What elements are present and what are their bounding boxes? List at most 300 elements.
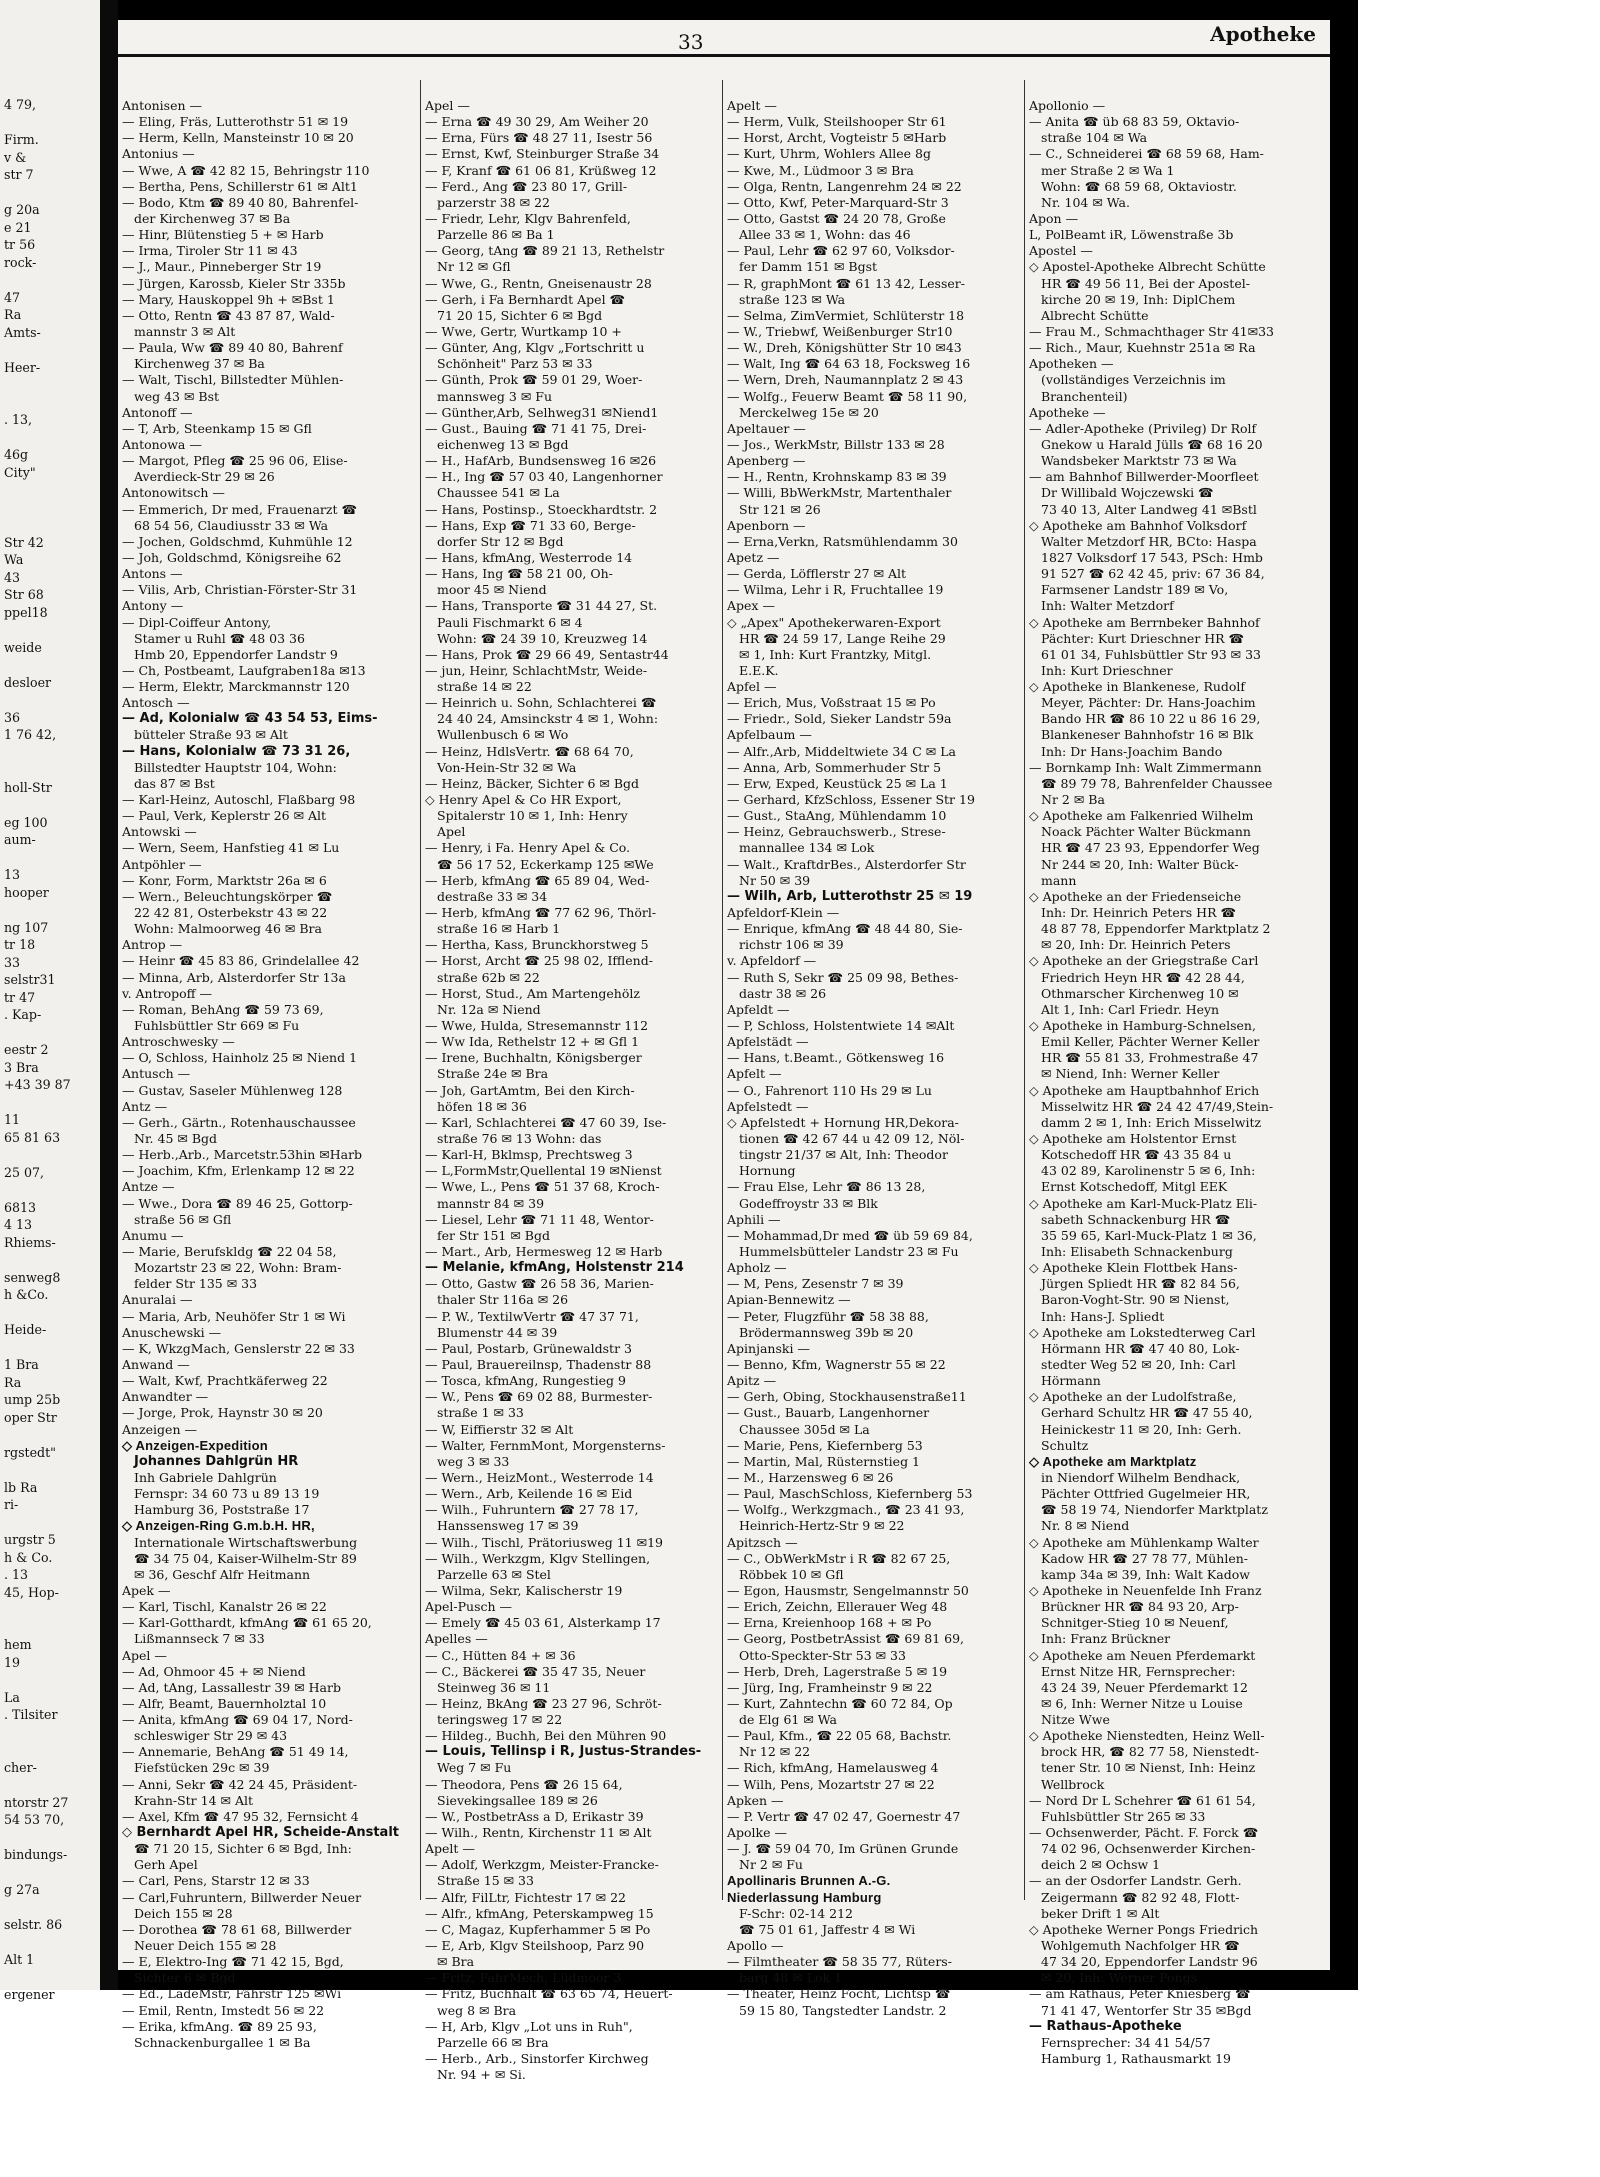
surname-heading: Apfelstädt — (727, 1034, 809, 1050)
directory-entry-line: — Alfr, FilLtr, Fichtestr 17 ✉ 22 (425, 1889, 626, 1905)
directory-entry-line: — Vilis, Arb, Christian-Förster-Str 31 (122, 582, 358, 598)
directory-entry-line: — Enrique, kfmAng ☎ 48 44 80, Sie- (727, 921, 963, 937)
left-page-line (4, 114, 96, 132)
directory-entry-line: straße 1 ✉ 33 (437, 1405, 524, 1421)
directory-entry-line: — Erich, Mus, Voßstraat 15 ✉ Po (727, 695, 936, 711)
left-page-line: Alt 1 (4, 1952, 35, 1967)
left-page-line: oper Str (4, 1409, 57, 1425)
left-page-line: lb Ra (4, 1479, 38, 1495)
surname-heading: Apel — (425, 98, 470, 113)
directory-entry-line: — Georg, PostbetrAssist ☎ 69 81 69, (727, 1631, 965, 1647)
directory-entry-line: HR ☎ 49 56 11, Bei der Apostel- (1041, 275, 1250, 291)
directory-entry-line: — Theodora, Pens ☎ 26 15 64, (425, 1776, 623, 1792)
directory-entry-line: 35 59 65, Karl-Muck-Platz 1 ✉ 36, (1041, 1227, 1257, 1243)
directory-entry-line: — Friedr., Sold, Sieker Landstr 59a (727, 711, 952, 727)
directory-entry-line: — Ad, tAng, Lassallestr 39 ✉ Harb (122, 1679, 341, 1695)
directory-entry-line: — C., ObWerkMstr i R ☎ 82 67 25, (727, 1550, 951, 1566)
surname-heading: Apelt — (727, 98, 777, 113)
directory-entry-line: 91 527 ☎ 62 42 45, priv: 67 36 84, (1041, 566, 1265, 582)
left-page-line: selstr. 86 (4, 1917, 63, 1932)
directory-entry-line: — Hans, Prok ☎ 29 66 49, Sentastr44 (425, 646, 669, 662)
surname-heading: Apolke — (727, 1825, 787, 1841)
left-page-line: cher- (4, 1759, 37, 1775)
directory-entry-line: tingstr 21/37 ✉ Alt, Inh: Theodor (739, 1147, 948, 1163)
directory-entry-line: Friedrich Heyn HR ☎ 42 28 44, (1041, 969, 1245, 985)
left-page-line: 4 79, (4, 97, 37, 112)
directory-entry-line: — H., Rentn, Krohnskamp 83 ✉ 39 (727, 469, 947, 485)
directory-entry-line: — Wwe, G., Rentn, Gneisenaustr 28 (425, 275, 652, 291)
directory-entry-line: ✉ 20, Inh: Dr. Heinrich Peters (1041, 937, 1231, 953)
left-page-line: La (4, 1689, 20, 1705)
directory-entry-line: — Hildeg., Buchh, Bei den Mühren 90 (425, 1728, 667, 1744)
directory-entry-line: ◇ Apfelstedt + Hornung HR,Dekora- (727, 1114, 959, 1130)
left-page-line: str 7 (4, 167, 34, 182)
directory-entry-line: Spitalerstr 10 ✉ 1, Inh: Henry (437, 808, 628, 824)
directory-entry-line: Hanssensweg 17 ✉ 39 (437, 1518, 579, 1534)
directory-entry-line: — am Rathaus, Peter Kniesberg ☎ (1029, 1986, 1251, 2002)
left-page-line: holl-Str (4, 779, 52, 795)
directory-entry-line: — Wwe, A ☎ 42 82 15, Behringstr 110 (122, 162, 370, 178)
directory-entry-line: Gnekow u Harald Jülls ☎ 68 16 20 (1041, 436, 1263, 452)
surname-heading: Apollonio — (1029, 98, 1106, 113)
directory-entry-line: — Carl, Pens, Starstr 12 ✉ 33 (122, 1873, 310, 1889)
directory-entry-line: — Annemarie, BehAng ☎ 51 49 14, (122, 1744, 349, 1760)
left-page-line (4, 394, 96, 412)
directory-entry-line: Farmsener Landstr 189 ✉ Vo, (1041, 582, 1229, 598)
left-page-line: Ra (4, 307, 22, 322)
directory-entry-line: — Emely ☎ 45 03 61, Alsterkamp 17 (425, 1615, 661, 1631)
directory-entry-line: — Hans, Postinsp., Stoeckhardtstr. 2 (425, 501, 658, 517)
directory-entry-line: Wandsbeker Marktstr 73 ✉ Wa (1041, 453, 1237, 469)
directory-entry-line: — Heinz, Bäcker, Sichter 6 ✉ Bgd (425, 775, 640, 791)
directory-entry-line: Heinickestr 11 ✉ 20, Inh: Gerh. (1041, 1421, 1242, 1437)
directory-entry-line: — Ad, Ohmoor 45 + ✉ Niend (122, 1663, 306, 1679)
directory-entry-line: Hornung (739, 1163, 796, 1179)
directory-entry-line: Johannes Dahlgrün HR (134, 1453, 299, 1469)
left-page-fragment (0, 0, 100, 2002)
directory-entry-line: Apollinaris Brunnen A.-G. (727, 1873, 891, 1889)
directory-entry-line: ✉ 20, Inh: Werner Pongs (1041, 1970, 1198, 1986)
left-page-line: eg 100 (4, 814, 48, 830)
directory-entry-line: — Gerh, Obing, Stockhausenstraße11 (727, 1389, 967, 1405)
left-page-line: 11 (4, 1112, 21, 1127)
directory-entry-line: ☎ 56 17 52, Eckerkamp 125 ✉We (437, 856, 654, 872)
surname-heading: Antonoff — (122, 404, 193, 420)
left-page-line: desloer (4, 674, 52, 690)
directory-entry-line: — Maria, Arb, Neuhöfer Str 1 ✉ Wi (122, 1308, 346, 1324)
directory-entry-line: — Gust., StaAng, Mühlendamm 10 (727, 808, 947, 824)
directory-entry-line: Gerhard Schultz HR ☎ 47 55 40, (1041, 1405, 1253, 1421)
directory-entry-line: Noack Pächter Walter Bückmann (1041, 824, 1251, 840)
directory-entry-line: — Anni, Sekr ☎ 42 24 45, Präsident- (122, 1776, 358, 1792)
left-page-line: tr 56 (4, 237, 36, 252)
directory-entry-line: Allee 33 ✉ 1, Wohn: das 46 (739, 227, 911, 243)
directory-entry-line: Internationale Wirtschaftswerbung (134, 1534, 358, 1550)
directory-entry-line: Heinrich-Hertz-Str 9 ✉ 22 (739, 1518, 905, 1534)
directory-entry-line: ◇ Apotheke am Marktplatz (1029, 1453, 1197, 1469)
surname-heading: Apfelbaum — (727, 727, 812, 743)
directory-entry-line: — Emmerich, Dr med, Frauenarzt ☎ (122, 501, 358, 517)
directory-entry-line: straße 14 ✉ 22 (437, 679, 532, 695)
directory-entry-line: — Mart., Arb, Hermesweg 12 ✉ Harb (425, 1243, 663, 1259)
directory-entry-line: Parzelle 63 ✉ Stel (437, 1566, 551, 1582)
left-page-line: 4 13 (4, 1217, 33, 1232)
directory-entry-line: Blankeneser Bahnhofstr 16 ✉ Blk (1041, 727, 1254, 743)
directory-entry-line: — Kwe, M., Lüdmoor 3 ✉ Bra (727, 162, 914, 178)
directory-entry-line: Nr. 12a ✉ Niend (437, 1001, 541, 1017)
left-page-line: ntorstr 27 (4, 1794, 69, 1810)
directory-entry-line: — W., Dreh, Königshütter Str 10 ✉43 (727, 340, 962, 356)
directory-entry-line: Blumenstr 44 ✉ 39 (437, 1324, 558, 1340)
directory-entry-line: — Paul, Brauereilnsp, Thadenstr 88 (425, 1356, 652, 1372)
directory-entry-line: — Gerh., Gärtn., Rotenhauschaussee (122, 1114, 356, 1130)
surname-heading: Anuralai — (122, 1292, 193, 1308)
directory-entry-line: — Alfr., kfmAng, Peterskampweg 15 (425, 1905, 654, 1921)
directory-entry-line: — Nord Dr L Schehrer ☎ 61 61 54, (1029, 1792, 1256, 1808)
directory-entry-line: — Kurt, Zahntechn ☎ 60 72 84, Op (727, 1695, 953, 1711)
directory-entry-line: dastr 38 ✉ 26 (739, 985, 827, 1001)
directory-entry-line: — M, Pens, Zesenstr 7 ✉ 39 (727, 1276, 904, 1292)
surname-heading: Antonowa — (122, 436, 202, 452)
directory-entry-line: — Günth, Prok ☎ 59 01 29, Woer- (425, 372, 643, 388)
directory-entry-line: Chaussee 541 ✉ La (437, 485, 560, 501)
directory-entry-line: — Willi, BbWerkMstr, Martenthaler (727, 485, 952, 501)
left-page-line: 36 (4, 709, 21, 725)
directory-entry-line: — Jorge, Prok, Haynstr 30 ✉ 20 (122, 1405, 323, 1421)
directory-entry-line: ✉ 36, Geschf Alfr Heitmann (134, 1566, 311, 1582)
page-number: 33 (678, 30, 704, 54)
left-page-line: 33 (4, 954, 21, 970)
directory-entry-line: — E, Elektro-Ing ☎ 71 42 15, Bgd, (122, 1954, 344, 1970)
directory-entry-line: — Konr, Form, Marktstr 26a ✉ 6 (122, 872, 327, 888)
left-page-line: . Kap- (4, 1007, 42, 1022)
directory-entry-line: — Bornkamp Inh: Walt Zimmermann (1029, 759, 1262, 775)
left-page-line (4, 1251, 96, 1269)
directory-entry-line: — Karl, Tischl, Kanalstr 26 ✉ 22 (122, 1599, 327, 1615)
directory-entry-line: Fuhlsbüttler Str 265 ✉ 33 (1041, 1808, 1206, 1824)
left-page-line: +43 39 87 (4, 1077, 71, 1092)
page-heading: Apotheke (1210, 22, 1316, 46)
directory-entry-line: — C., Schneiderei ☎ 68 59 68, Ham- (1029, 146, 1264, 162)
directory-entry-line: 43 24 39, Neuer Pferdemarkt 12 (1041, 1679, 1248, 1695)
directory-entry-line: damm 2 ✉ 1, Inh: Erich Misselwitz (1041, 1114, 1262, 1130)
directory-entry-line: Ernst Nitze HR, Fernsprecher: (1041, 1663, 1236, 1679)
surname-heading: Apotheken — (1029, 356, 1114, 372)
left-page-line (4, 1619, 96, 1637)
surname-heading: Antony — (122, 598, 184, 614)
directory-entry-line: — Rathaus-Apotheke (1029, 2018, 1182, 2034)
surname-heading: Aphili — (727, 1211, 781, 1227)
directory-entry-line: Wohn: Malmoorweg 46 ✉ Bra (134, 921, 322, 937)
directory-entry-line: Sievekingsallee 189 ✉ 26 (437, 1792, 598, 1808)
left-page-line (4, 744, 96, 762)
left-page-line: 19 (4, 1654, 21, 1670)
directory-entry-line: — Paula, Ww ☎ 89 40 80, Bahrenf (122, 340, 343, 356)
surname-heading: Antosch — (122, 695, 190, 711)
directory-entry-line: — Günther,Arb, Selhweg31 ✉Niend1 (425, 404, 659, 420)
directory-entry-line: de Elg 61 ✉ Wa (739, 1712, 838, 1728)
directory-entry-line: ◇ Apotheke Werner Pongs Friedrich (1029, 1921, 1259, 1937)
directory-entry-line: — Wilh, Pens, Mozartstr 27 ✉ 22 (727, 1776, 935, 1792)
directory-entry-line: — Bertha, Pens, Schillerstr 61 ✉ Alt1 (122, 178, 358, 194)
surname-heading: Apollo — (727, 1938, 784, 1954)
directory-entry-line: Hörmann (1041, 1373, 1101, 1389)
directory-entry-line: Otto-Speckter-Str 53 ✉ 33 (739, 1647, 906, 1663)
left-page-line (4, 1461, 96, 1479)
directory-entry-line: — Hans, Kolonialw ☎ 73 31 26, (122, 743, 351, 759)
directory-entry-line: ◇ Apotheke am Bahnhof Volksdorf (1029, 517, 1247, 533)
directory-entry-line: ◇ Apotheke am Holstentor Ernst (1029, 1131, 1237, 1146)
directory-entry-line: kamp 34a ✉ 39, Inh: Walt Kadow (1041, 1566, 1250, 1582)
surname-heading: Apelles — (425, 1631, 488, 1647)
directory-entry-line: ◇ Apotheke am Neuen Pferdemarkt (1029, 1647, 1256, 1663)
directory-entry-line: Nr 50 ✉ 39 (739, 872, 811, 888)
directory-entry-line: — Joachim, Kfm, Erlenkamp 12 ✉ 22 (122, 1163, 355, 1179)
surname-heading: Apitzsch — (727, 1534, 798, 1550)
directory-entry-line: Walter Metzdorf HR, BCto: Haspa (1041, 533, 1257, 549)
directory-entry-line: Wohn: ☎ 24 39 10, Kreuzweg 14 (437, 630, 648, 646)
directory-entry-line: — Irma, Tiroler Str 11 ✉ 43 (122, 243, 298, 259)
directory-entry-line: destraße 33 ✉ 34 (437, 888, 548, 904)
directory-entry-line: deich 2 ✉ Ochsw 1 (1041, 1857, 1161, 1873)
directory-entry-line: ◇ Apostel-Apotheke Albrecht Schütte (1029, 259, 1266, 275)
directory-entry-line: — Wwe., Dora ☎ 89 46 25, Gottorp- (122, 1195, 353, 1211)
left-page-line (4, 901, 96, 919)
surname-heading: Apel — (122, 1647, 167, 1663)
directory-entry-line: — Herb, Dreh, Lagerstraße 5 ✉ 19 (727, 1663, 948, 1679)
directory-entry-line: Wellbrock (1041, 1776, 1105, 1792)
directory-entry-line: ◇ Henry Apel & Co HR Export, (425, 792, 622, 808)
directory-entry-line: — Erna, Kreienhoop 168 + ✉ Po (727, 1615, 932, 1631)
directory-entry-line: — Joh, Goldschmd, Königsreihe 62 (122, 549, 342, 565)
directory-entry-line: ☎ 89 79 78, Bahrenfelder Chaussee (1041, 775, 1273, 791)
directory-entry-line: mannsweg 3 ✉ Fu (437, 388, 552, 404)
surname-heading: Antons — (122, 566, 183, 582)
surname-heading: Apex — (727, 598, 775, 614)
directory-entry-line: — Paul, Verk, Keplerstr 26 ✉ Alt (122, 808, 327, 824)
surname-heading: Antpöhler — (122, 856, 202, 872)
left-page-line: aum- (4, 832, 36, 847)
left-page-line: weide (4, 639, 42, 655)
directory-entry-line: ☎ 75 01 61, Jaffestr 4 ✉ Wi (739, 1921, 916, 1937)
left-page-line: bindungs- (4, 1847, 68, 1862)
directory-entry-line: straße 56 ✉ Gfl (134, 1211, 232, 1227)
directory-entry-line: Nr. 45 ✉ Bgd (134, 1131, 218, 1146)
directory-entry-line: Bando HR ☎ 86 10 22 u 86 16 29, (1041, 711, 1261, 727)
left-page-line: 1 76 42, (4, 727, 57, 742)
directory-entry-line: — Horst, Archt ☎ 25 98 02, Ifflend- (425, 953, 653, 969)
surname-heading: Antrop — (122, 937, 183, 953)
directory-entry-line: fer Damm 151 ✉ Bgst (739, 259, 878, 275)
directory-entry-line: Fernspr: 34 60 73 u 89 13 19 (134, 1486, 320, 1502)
header-rule (118, 54, 1330, 57)
surname-heading: Anumu — (122, 1227, 184, 1243)
left-page-line (4, 1601, 96, 1619)
left-page-line (4, 1514, 96, 1532)
directory-entry-line: der Kirchenweg 37 ✉ Ba (134, 210, 291, 226)
left-page-line: e 21 (4, 219, 32, 235)
directory-entry-line: Jürgen Spliedt HR ☎ 82 84 56, (1041, 1276, 1240, 1292)
left-page-line (4, 691, 96, 709)
directory-entry-line: Schönheit" Parz 53 ✉ 33 (437, 356, 593, 372)
directory-entry-line: — O., Fahrenort 110 Hs 29 ✉ Lu (727, 1082, 932, 1098)
directory-entry-line: — Wern., Arb, Keilende 16 ✉ Eid (425, 1486, 633, 1502)
surname-heading: Antz — (122, 1098, 168, 1114)
directory-entry-line: ◇ Apotheke Nienstedten, Heinz Well- (1029, 1728, 1265, 1744)
left-page-line (4, 1864, 96, 1882)
directory-entry-line: Brückner HR ☎ 84 93 20, Arp- (1041, 1599, 1239, 1615)
directory-entry-line: — Ruth S, Sekr ☎ 25 09 98, Bethes- (727, 969, 959, 985)
left-page-line: Heer- (4, 359, 41, 375)
directory-entry-line: — Marie, Pens, Kiefernberg 53 (727, 1437, 923, 1453)
directory-entry-line: fer Str 151 ✉ Bgd (437, 1227, 550, 1243)
directory-entry-line: — M., Harzensweg 6 ✉ 26 (727, 1469, 894, 1485)
left-page-line (4, 1741, 96, 1759)
directory-entry-line: — Ochsenwerder, Pächt. F. Forck ☎ (1029, 1825, 1259, 1841)
directory-entry-line: — Erika, kfmAng. ☎ 89 25 93, (122, 2018, 317, 2034)
directory-entry-line: — Walter, FernmMont, Morgensterns- (425, 1437, 666, 1453)
directory-entry-line: — Emil, Rentn, Imstedt 56 ✉ 22 (122, 2002, 325, 2018)
directory-entry-line: — Hans, kfmAng, Westerrode 14 (425, 549, 633, 565)
directory-entry-line: — Walt, Kwf, Prachtkäferweg 22 (122, 1373, 328, 1389)
directory-entry-line: — Gust., Bauarb, Langenhorner (727, 1405, 930, 1421)
directory-entry-line: — Martin, Mal, Rüsternstieg 1 (727, 1453, 920, 1469)
left-page-line: ri- (4, 1497, 19, 1512)
left-page-line: Str 42 (4, 534, 44, 550)
directory-entry-line: mannallee 134 ✉ Lok (739, 840, 875, 856)
left-page-line: g 27a (4, 1882, 40, 1897)
directory-entry-line: 47 34 20, Eppendorfer Landstr 96 (1041, 1954, 1258, 1970)
directory-entry-line: ✉ 6, Inh: Werner Nitze u Louise (1041, 1695, 1243, 1711)
directory-entry-line: brock HR, ☎ 82 77 58, Nienstedt- (1041, 1744, 1259, 1760)
directory-entry-line: stedter Weg 52 ✉ 20, Inh: Carl (1041, 1356, 1236, 1372)
left-page-line (4, 1339, 96, 1357)
directory-entry-line: Deich 155 ✉ 28 (134, 1905, 233, 1921)
directory-entry-line: — Anita ☎ üb 68 83 59, Oktavio- (1029, 114, 1240, 130)
surname-heading: Apholz — (727, 1260, 787, 1276)
directory-entry-line: — Karl, Schlachterei ☎ 47 60 39, Ise- (425, 1114, 667, 1130)
left-page-line (4, 1969, 96, 1987)
directory-entry-line: — Otto, Gastst ☎ 24 20 78, Große (727, 210, 946, 226)
directory-entry-line: — Gust., Bauing ☎ 71 41 75, Drei- (425, 420, 647, 436)
directory-entry-line: — Wolfg., Feuerw Beamt ☎ 58 11 90, (727, 388, 968, 404)
directory-entry-line: Zeigermann ☎ 82 92 48, Flott- (1041, 1889, 1240, 1905)
directory-entry-line: Parzelle 86 ✉ Ba 1 (437, 227, 555, 243)
directory-entry-line: 24 40 24, Amsinckstr 4 ✉ 1, Wohn: (437, 711, 659, 727)
directory-entry-line: Alt 1, Inh: Carl Friedr. Heyn (1041, 1001, 1220, 1017)
directory-entry-line: — Wern., HeizMont., Westerrode 14 (425, 1469, 654, 1485)
left-page-line: tr 18 (4, 937, 36, 952)
left-page-line (4, 1146, 96, 1164)
directory-entry-line: 74 02 96, Ochsenwerder Kirchen- (1041, 1841, 1256, 1857)
left-page-line: Rhiems- (4, 1234, 56, 1250)
directory-entry-line: — Peter, Flugzführ ☎ 58 38 88, (727, 1308, 929, 1324)
directory-entry-line: beker Drift 1 ✉ Alt (1041, 1905, 1160, 1921)
directory-entry-line: — Karl-Heinz, Autoschl, Flaßbarg 98 (122, 792, 356, 808)
directory-entry-line: — Paul, MaschSchloss, Kiefernberg 53 (727, 1486, 973, 1502)
directory-entry-line: — Rich., Maur, Kuehnstr 251a ✉ Ra (1029, 340, 1256, 356)
left-page-line: rock- (4, 254, 37, 270)
surname-heading: Antonius — (122, 146, 195, 162)
directory-entry-line: — Walt., KraftdrBes., Alsterdorfer Str (727, 856, 966, 872)
left-page-line: tr 47 (4, 989, 36, 1005)
directory-entry-line: Nr 2 ✉ Ba (1041, 792, 1105, 808)
directory-entry-line: — Roman, BehAng ☎ 59 73 69, (122, 1001, 324, 1017)
directory-entry-line: mannstr 84 ✉ 39 (437, 1195, 545, 1211)
directory-entry-line: Fernsprecher: 34 41 54/57 (1041, 2034, 1211, 2050)
directory-entry-line: — L,FormMstr,Quellental 19 ✉Nienst (425, 1163, 662, 1179)
directory-entry-line: — Wolfg., Werkzgmach., ☎ 23 41 93, (727, 1502, 965, 1518)
surname-heading: Apitz — (727, 1373, 777, 1389)
directory-entry-line: — Horst, Archt, Vogteistr 5 ✉Harb (727, 130, 947, 146)
directory-entry-line: Baron-Voght-Str. 90 ✉ Nienst, (1041, 1292, 1230, 1308)
directory-entry-line: — Wwe, L., Pens ☎ 51 37 68, Kroch- (425, 1179, 660, 1195)
left-page-line: 13 (4, 867, 21, 882)
left-page-line: 43 (4, 569, 21, 585)
left-page-line (4, 761, 96, 779)
directory-page (118, 20, 1330, 2083)
directory-entry-line: Wullenbusch 6 ✉ Wo (437, 727, 569, 743)
directory-entry-line: Kadow HR ☎ 27 78 77, Mühlen- (1041, 1550, 1249, 1566)
directory-entry-line: — W., PostbetrAss a D, Erikastr 39 (425, 1808, 644, 1824)
directory-entry-line: weg 8 ✉ Bra (437, 2002, 517, 2018)
directory-entry-line: — Ed., LadeMstr, Fährstr 125 ✉Wi (122, 1986, 342, 2002)
directory-entry-line: Lißmannseck 7 ✉ 33 (134, 1631, 265, 1647)
directory-entry-line: (vollständiges Verzeichnis im (1041, 372, 1226, 388)
directory-entry-line: Inh: Franz Brückner (1041, 1631, 1171, 1647)
directory-entry-line: — Ch, Postbeamt, Laufgraben18a ✉13 (122, 662, 366, 678)
left-page-line: 45, Hop- (4, 1584, 59, 1600)
left-page-line: City" (4, 464, 36, 480)
directory-entry-line: ◇ „Apex" Apothekerwaren-Export (727, 614, 941, 630)
left-page-line: . Tilsiter (4, 1707, 58, 1722)
directory-entry-line: Othmarscher Kirchenweg 10 ✉ (1041, 985, 1239, 1001)
directory-entry-line: Nr 2 ✉ Fu (739, 1857, 803, 1873)
directory-entry-line: — Adler-Apotheke (Privileg) Dr Rolf (1029, 420, 1257, 436)
left-page-line (4, 849, 96, 867)
directory-column-1 (122, 98, 417, 2051)
directory-entry-line: Nr 12 ✉ 22 (739, 1744, 811, 1760)
surname-heading: Apelt — (425, 1841, 475, 1857)
directory-entry-line: ◇ Apotheke an der Griegstraße Carl (1029, 953, 1259, 969)
directory-entry-line: Inh: Dr. Heinrich Peters HR ☎ (1041, 905, 1237, 921)
left-page-line: ppel18 (4, 604, 48, 620)
surname-heading: Apfelstedt — (727, 1098, 809, 1114)
directory-entry-line: — Herb, kfmAng ☎ 65 89 04, Wed- (425, 872, 650, 888)
directory-entry-line: — Walt, Tischl, Billstedter Mühlen- (122, 372, 344, 388)
left-page-line: urgstr 5 (4, 1532, 56, 1547)
directory-entry-line: E.E.K. (739, 662, 779, 678)
directory-entry-line: barg 48 ✉ Lok 1 (739, 1970, 843, 1986)
left-page-line: . 13, (4, 412, 33, 427)
directory-entry-line: — Jürgen, Karossb, Kieler Str 335b (122, 275, 346, 291)
directory-entry-line: — Karl-H, Bklmsp, Prechtsweg 3 (425, 1147, 633, 1163)
directory-entry-line: Meyer, Pächter: Dr. Hans-Joachim (1041, 695, 1256, 711)
directory-entry-line: Nr. 94 + ✉ Si. (437, 2067, 526, 2083)
directory-entry-line: — Jürg, Ing, Framheinstr 9 ✉ 22 (727, 1679, 933, 1695)
left-page-line: Amts- (4, 324, 41, 340)
directory-entry-line: weg 3 ✉ 33 (437, 1453, 510, 1469)
left-page-line: . 13 (4, 1567, 29, 1582)
directory-entry-line: — Herm, Vulk, Steilshooper Str 61 (727, 114, 947, 130)
left-page-line: Heide- (4, 1322, 47, 1337)
directory-entry-line: — Melanie, kfmAng, Holstenstr 214 (425, 1260, 684, 1276)
directory-entry-line: — Friedr, Lehr, Klgv Bahrenfeld, (425, 210, 631, 226)
directory-entry-line: Hamburg 36, Poststraße 17 (134, 1502, 310, 1518)
directory-entry-line: Merckelweg 15e ✉ 20 (739, 404, 879, 420)
surname-heading: Antroschwesky — (122, 1034, 235, 1050)
directory-entry-line: — Henry, i Fa. Henry Apel & Co. (425, 840, 631, 856)
